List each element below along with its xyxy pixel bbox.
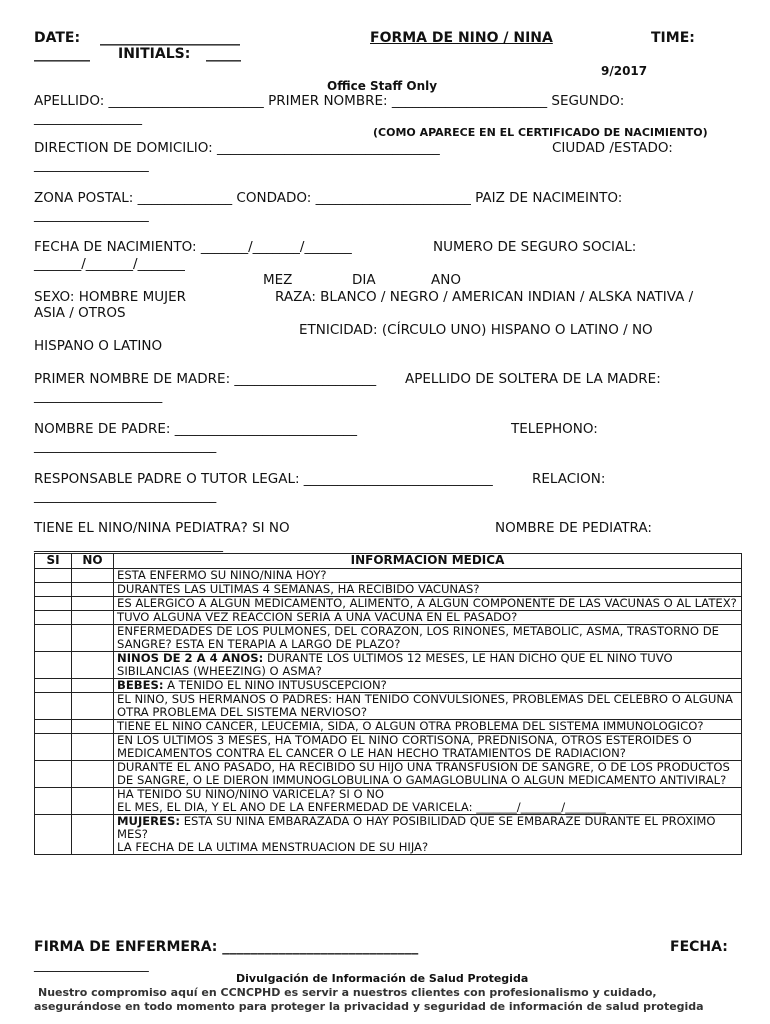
no-checkbox-cell[interactable] <box>72 679 114 693</box>
pediatra-nombre-line[interactable]: ____________________________ <box>34 537 223 553</box>
relacion-label: RELACION: <box>532 471 606 487</box>
question-text: TIENE EL NINO CANCER, LEUCEMIA, SIDA, O ALGUN OTRA PROBLEMA DEL SISTEMA IMMUNOLOGICO? <box>117 719 704 733</box>
col-info-header: INFORMACION MEDICA <box>114 554 742 569</box>
ciudad-line[interactable]: _________________ <box>34 157 149 173</box>
table-row <box>35 734 742 761</box>
question-cell <box>114 788 742 815</box>
seguro-social-label: NUMERO DE SEGURO SOCIAL: <box>433 239 637 255</box>
si-checkbox-cell[interactable] <box>35 583 72 597</box>
firma-enfermera-line[interactable]: FIRMA DE ENFERMERA: ____________________________ <box>34 939 419 955</box>
col-si-header: SI <box>35 554 72 569</box>
no-checkbox-cell[interactable] <box>72 569 114 583</box>
table-row <box>35 720 742 734</box>
no-checkbox-cell[interactable] <box>72 720 114 734</box>
etnicidad-options-2[interactable]: HISPANO O LATINO <box>34 338 163 354</box>
telefono-label: TELEPHONO: <box>511 421 598 437</box>
relacion-line[interactable]: ___________________________ <box>34 488 217 504</box>
initials-line[interactable]: _____ <box>206 46 241 62</box>
fecha-label: FECHA: <box>670 939 728 955</box>
no-checkbox-cell[interactable] <box>72 815 114 855</box>
question-heading: NINOS DE 2 A 4 ANOS: <box>117 651 264 665</box>
question-text: TUVO ALGUNA VEZ REACCION SERIA A UNA VACUNA EN EL PASADO? <box>117 610 518 624</box>
telefono-line[interactable]: ___________________________ <box>34 438 217 454</box>
question-cell <box>114 625 742 652</box>
table-row <box>35 611 742 625</box>
no-checkbox-cell[interactable] <box>72 625 114 652</box>
padre-nombre-line[interactable]: NOMBRE DE PADRE: ___________________________ <box>34 421 357 437</box>
ano-label: ANO <box>431 272 461 288</box>
raza-options-2[interactable]: ASIA / OTROS <box>34 305 126 321</box>
question-cell <box>114 569 742 583</box>
mez-label: MEZ <box>263 272 293 288</box>
col-no-header: NO <box>72 554 114 569</box>
medical-info-table <box>34 553 742 855</box>
fecha-line[interactable]: _________________ <box>34 957 149 973</box>
question-text: A TENIDO EL NINO INTUSUSCEPCION? <box>163 678 387 692</box>
no-checkbox-cell[interactable] <box>72 734 114 761</box>
si-checkbox-cell[interactable] <box>35 652 72 679</box>
question-cell <box>114 611 742 625</box>
no-checkbox-cell[interactable] <box>72 788 114 815</box>
madre-apellido-line[interactable]: ___________________ <box>34 388 163 404</box>
question-text: ESTA SU NINA EMBARAZADA O HAY POSIBILIDAD QUE SE EMBARAZE DURANTE EL PROXIMO MES? LA FECHA DE LA ULTIMA MENSTRUACION DE SU HIJA? <box>117 814 716 854</box>
table-row <box>35 583 742 597</box>
si-checkbox-cell[interactable] <box>35 611 72 625</box>
question-text: HA TENIDO SU NINO/NINO VARICELA? SI O NO EL MES, EL DIA, Y EL ANO DE LA ENFERMEDAD DE VARICELA: _______/_______/_______ <box>117 787 606 814</box>
question-cell <box>114 761 742 788</box>
table-row <box>35 652 742 679</box>
hipaa-text-2: asegurándose en todo momento para proteger la privacidad y seguridad de información de salud protegida <box>34 1000 704 1013</box>
question-cell <box>114 734 742 761</box>
pediatra-nombre-label: NOMBRE DE PEDIATRA: <box>495 520 652 536</box>
form-title: FORMA DE NINO / NINA <box>370 30 553 46</box>
cert-note: (COMO APARECE EN EL CERTIFICADO DE NACIMIENTO) <box>373 126 708 139</box>
si-checkbox-cell[interactable] <box>35 788 72 815</box>
no-checkbox-cell[interactable] <box>72 597 114 611</box>
table-row <box>35 693 742 720</box>
si-checkbox-cell[interactable] <box>35 679 72 693</box>
question-text: EN LOS ULTIMOS 3 MESES, HA TOMADO EL NINO CORTISONA, PREDNISONA, OTROS ESTEROIDES O MEDICAMENTOS CONTRA EL CANCER O LE HAN HECHO TRATAMIENTOS DE RADIACION? <box>117 733 692 760</box>
question-cell <box>114 720 742 734</box>
table-row <box>35 788 742 815</box>
raza-options[interactable]: RAZA: BLANCO / NEGRO / AMERICAN INDIAN / ALSKA NATIVA / <box>275 289 694 305</box>
pediatra-question[interactable]: TIENE EL NINO/NINA PEDIATRA? SI NO <box>34 520 290 536</box>
table-row <box>35 761 742 788</box>
dia-label: DIA <box>352 272 376 288</box>
ciudad-label: CIUDAD /ESTADO: <box>552 140 673 156</box>
si-checkbox-cell[interactable] <box>35 569 72 583</box>
hipaa-text-1: Nuestro compromiso aquí en CCNCPHD es servir a nuestros clientes con profesionalismo y cuidado, <box>38 986 657 999</box>
table-row <box>35 815 742 855</box>
no-checkbox-cell[interactable] <box>72 611 114 625</box>
question-text: DURANTES LAS ULTIMAS 4 SEMANAS, HA RECIBIDO VACUNAS? <box>117 582 480 596</box>
no-checkbox-cell[interactable] <box>72 693 114 720</box>
si-checkbox-cell[interactable] <box>35 720 72 734</box>
domicilio-line[interactable]: DIRECTION DE DOMICILIO: _________________________________ <box>34 140 440 156</box>
si-checkbox-cell[interactable] <box>35 734 72 761</box>
madre-nombre-line[interactable]: PRIMER NOMBRE DE MADRE: _____________________ <box>34 371 377 387</box>
question-cell <box>114 583 742 597</box>
seguro-social-line[interactable]: _______/_______/_______ <box>34 256 185 272</box>
question-text: ES ALERGICO A ALGUN MEDICAMENTO, ALIMENTO, A ALGUN COMPONENTE DE LAS VACUNAS O AL LATEX? <box>117 596 737 610</box>
office-staff-only: Office Staff Only <box>327 79 438 93</box>
apellido-line[interactable]: APELLIDO: _______________________ PRIMER NOMBRE: _______________________ SEGUNDO: <box>34 93 625 109</box>
table-row <box>35 679 742 693</box>
no-checkbox-cell[interactable] <box>72 652 114 679</box>
si-checkbox-cell[interactable] <box>35 761 72 788</box>
fecha-nacimiento-line[interactable]: FECHA DE NACIMIENTO: _______/_______/_______ <box>34 239 352 255</box>
segundo-line[interactable]: ________________ <box>34 110 142 126</box>
question-cell <box>114 597 742 611</box>
table-header-row <box>35 554 742 569</box>
table-row <box>35 569 742 583</box>
si-checkbox-cell[interactable] <box>35 815 72 855</box>
question-text: ENFERMEDADES DE LOS PULMONES, DEL CORAZON, LOS RINONES, METABOLIC, ASMA, TRASTORNO DE SANGRE? ESTA EN TERAPIA A LARGO DE PLAZO? <box>117 624 719 651</box>
madre-apellido-label: APELLIDO DE SOLTERA DE LA MADRE: <box>405 371 661 387</box>
question-heading: BEBES: <box>117 678 164 692</box>
date-label: DATE: <box>34 30 81 46</box>
table-row <box>35 597 742 611</box>
etnicidad-options[interactable]: ETNICIDAD: (CÍRCULO UNO) HISPANO O LATINO / NO <box>299 322 653 338</box>
question-text: DURANTE LOS ULTIMOS 12 MESES, LE HAN DICHO QUE EL NINO TUVO SIBILANCIAS (WHEEZING) O ASMA? <box>117 651 673 678</box>
hipaa-title: Divulgación de Información de Salud Protegida <box>236 972 529 985</box>
table-row <box>35 625 742 652</box>
question-text: EL NINO, SUS HERMANOS O PADRES: HAN TENIDO CONVULSIONES, PROBLEMAS DEL CELEBRO O ALGUNA OTRA PROBLEMA DEL SISTEMA NERVIOSO? <box>117 692 733 719</box>
question-text: DURANTE EL ANO PASADO, HA RECIBIDO SU HIJO UNA TRANSFUSION DE SANGRE, O DE LOS PRODUCTOS DE SANGRE, O LE DIERON IMMUNOGLOBULINA O GAMAGLOBULINA O ALGUN MEDICAMENTO ANTIVIRAL? <box>117 760 730 787</box>
tutor-line[interactable]: RESPONSABLE PADRE O TUTOR LEGAL: ____________________________ <box>34 471 493 487</box>
si-checkbox-cell[interactable] <box>35 597 72 611</box>
pais-line[interactable]: _________________ <box>34 207 149 223</box>
si-checkbox-cell[interactable] <box>35 693 72 720</box>
question-heading: MUJERES: <box>117 814 181 828</box>
form-version: 9/2017 <box>601 64 648 78</box>
time-line[interactable]: ________ <box>34 46 90 62</box>
zona-postal-line[interactable]: ZONA POSTAL: ______________ CONDADO: _______________________ PAIZ DE NACIMEINTO: <box>34 190 623 206</box>
question-cell <box>114 693 742 720</box>
question-cell <box>114 815 742 855</box>
no-checkbox-cell[interactable] <box>72 761 114 788</box>
question-cell <box>114 652 742 679</box>
sexo-options[interactable]: SEXO: HOMBRE MUJER <box>34 289 187 305</box>
date-line[interactable]: ____________________ <box>100 30 240 46</box>
question-text: ESTA ENFERMO SU NINO/NINA HOY? <box>117 568 327 582</box>
no-checkbox-cell[interactable] <box>72 583 114 597</box>
time-label: TIME: <box>651 30 695 46</box>
question-cell <box>114 679 742 693</box>
initials-label: INITIALS: <box>118 46 191 62</box>
si-checkbox-cell[interactable] <box>35 625 72 652</box>
